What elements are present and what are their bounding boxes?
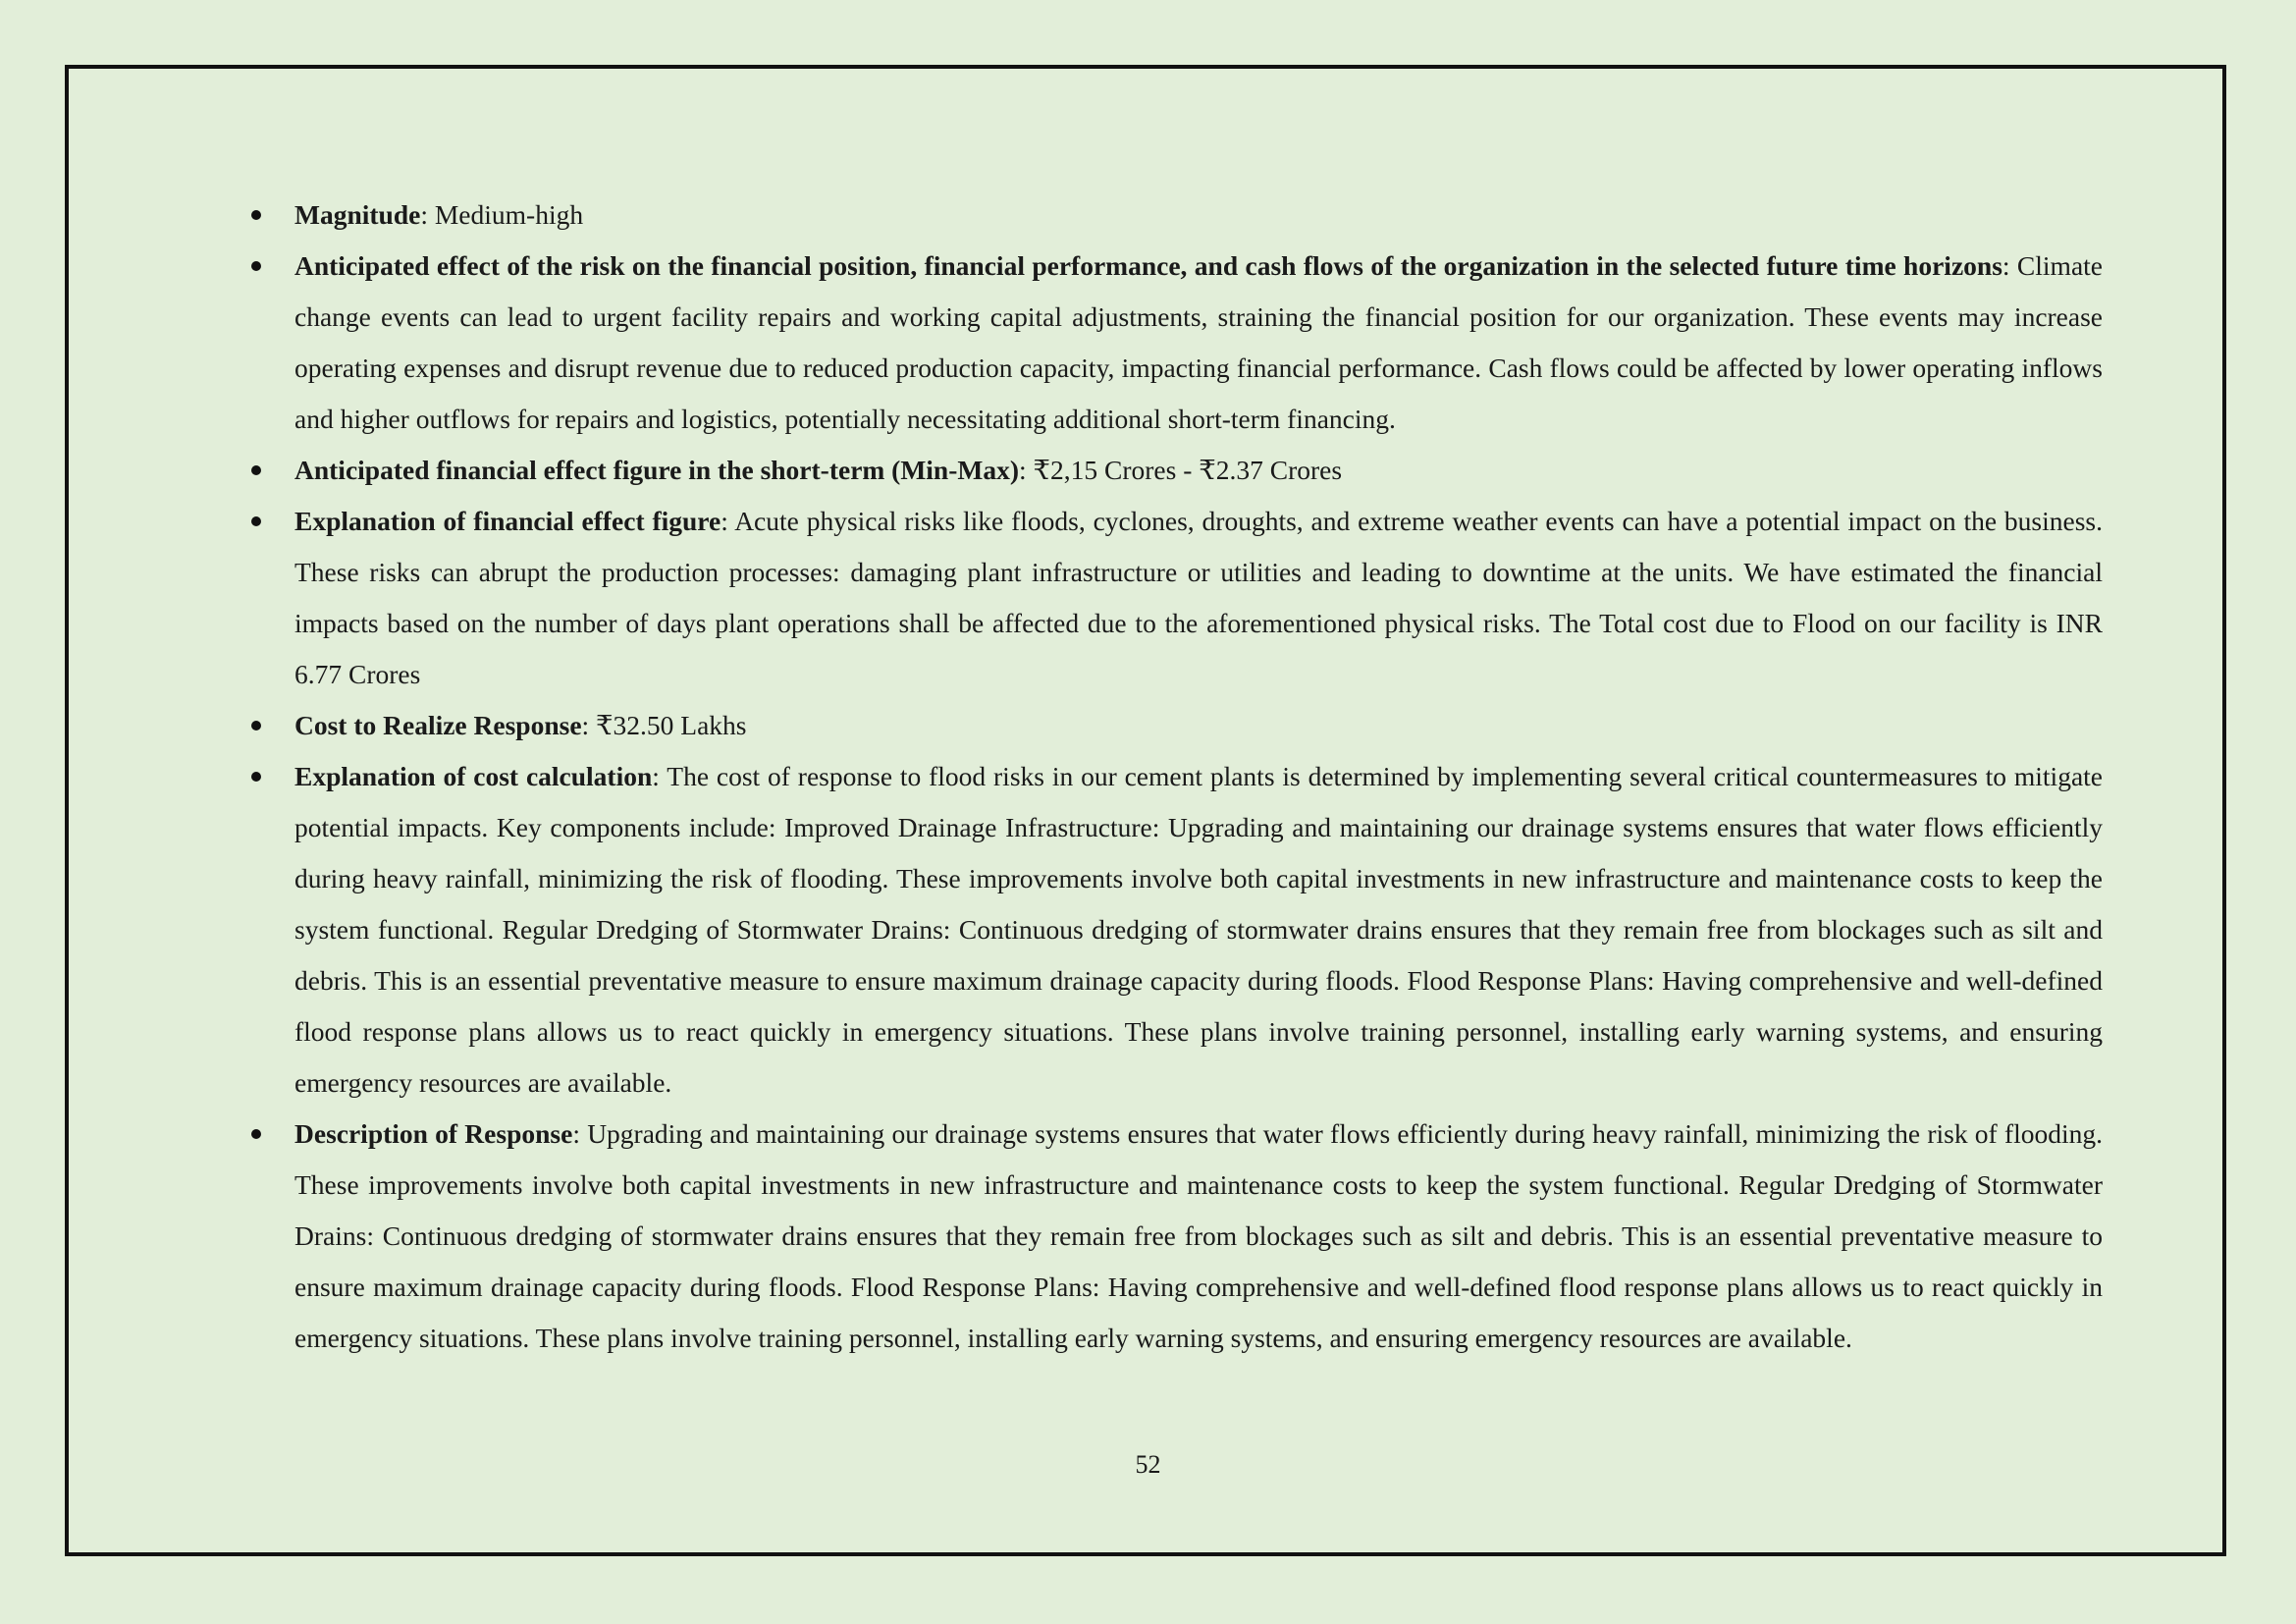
item-label: Explanation of cost calculation bbox=[294, 761, 653, 791]
item-text: : Upgrading and maintaining our drainage systems ensures that water flows efficiently during heavy rainfall, minimizing the risk of flooding. These improvements involve both capital investments in new infrastructure and maintenance costs to keep the system functional. Regular Dredging of Stormwater Drains: Continuous dredging of stormwater drains ensures that they remain free from blockages such as silt and debris. This is an essential preventative measure to ensure maximum drainage capacity during floods. Flood Response Plans: Having comprehensive and well-defined flood response plans allows us to react quickly in emergency situations. These plans involve training personnel, installing early warning systems, and ensuring emergency resources are available. bbox=[294, 1118, 2103, 1353]
item-label: Anticipated financial effect figure in the short-term (Min-Max) bbox=[294, 455, 1020, 485]
item-label: Explanation of financial effect figure bbox=[294, 506, 721, 536]
bullet-icon bbox=[251, 1129, 261, 1139]
bullet-icon bbox=[251, 465, 261, 475]
item-text: : The cost of response to flood risks in our cement plants is determined by implementing several critical countermeasures to mitigate potential impacts. Key components include: Improved Drainage Infrastructure: Upgrading and maintaining our drainage systems ensures that water flows efficiently during heavy rainfall, minimizing the risk of flooding. These improvements involve both capital investments in new infrastructure and maintenance costs to keep the system functional. Regular Dredging of Stormwater Drains: Continuous dredging of stormwater drains ensures that they remain free from blockages such as silt and debris. This is an essential preventative measure to ensure maximum drainage capacity during floods. Flood Response Plans: Having comprehensive and well-defined flood response plans allows us to react quickly in emergency situations. These plans involve training personnel, installing early warning systems, and ensuring emergency resources are available. bbox=[294, 761, 2103, 1098]
page-number: 52 bbox=[1135, 1450, 1161, 1479]
list-item-cost-calculation bbox=[294, 751, 2103, 1109]
list-item-explanation-financial-effect bbox=[294, 496, 2103, 700]
item-label: Anticipated effect of the risk on the financial position, financial performance, and cash flows of the organization in the selected future time horizons bbox=[294, 250, 2002, 281]
bullet-icon bbox=[251, 772, 261, 782]
item-text: : ₹32.50 Lakhs bbox=[581, 710, 747, 740]
list-item-description-of-response bbox=[294, 1109, 2103, 1364]
item-text: : Medium-high bbox=[420, 199, 584, 230]
list-item-financial-effect-figure bbox=[294, 445, 2103, 496]
item-text: : ₹2,15 Crores - ₹2.37 Crores bbox=[1019, 455, 1343, 485]
item-text: : Climate change events can lead to urgent facility repairs and working capital adjustments, straining the financial position for our organization. These events may increase operating expenses and disrupt revenue due to reduced production capacity, impacting financial performance. Cash flows could be affected by lower operating inflows and higher outflows for repairs and logistics, potentially necessitating additional short-term financing. bbox=[294, 250, 2103, 434]
bullet-icon bbox=[251, 210, 261, 220]
item-text: : Acute physical risks like floods, cyclones, droughts, and extreme weather events can have a potential impact on the business. These risks can abrupt the production processes: damaging plant infrastructure or utilities and leading to downtime at the units. We have estimated the financial impacts based on the number of days plant operations shall be affected due to the aforementioned physical risks. The Total cost due to Flood on our facility is INR 6.77 Crores bbox=[294, 506, 2103, 689]
item-label: Cost to Realize Response bbox=[294, 710, 582, 740]
item-label: Magnitude bbox=[294, 199, 421, 230]
list-item-cost-to-realize bbox=[294, 700, 2103, 751]
list-item-anticipated-effect bbox=[294, 241, 2103, 445]
bullet-icon bbox=[251, 516, 261, 526]
bullet-icon bbox=[251, 261, 261, 271]
bullet-icon bbox=[251, 721, 261, 731]
bullet-list bbox=[294, 189, 2103, 1364]
list-item-magnitude bbox=[294, 189, 2103, 241]
document-body bbox=[294, 189, 2103, 1364]
item-label: Description of Response bbox=[294, 1118, 573, 1149]
